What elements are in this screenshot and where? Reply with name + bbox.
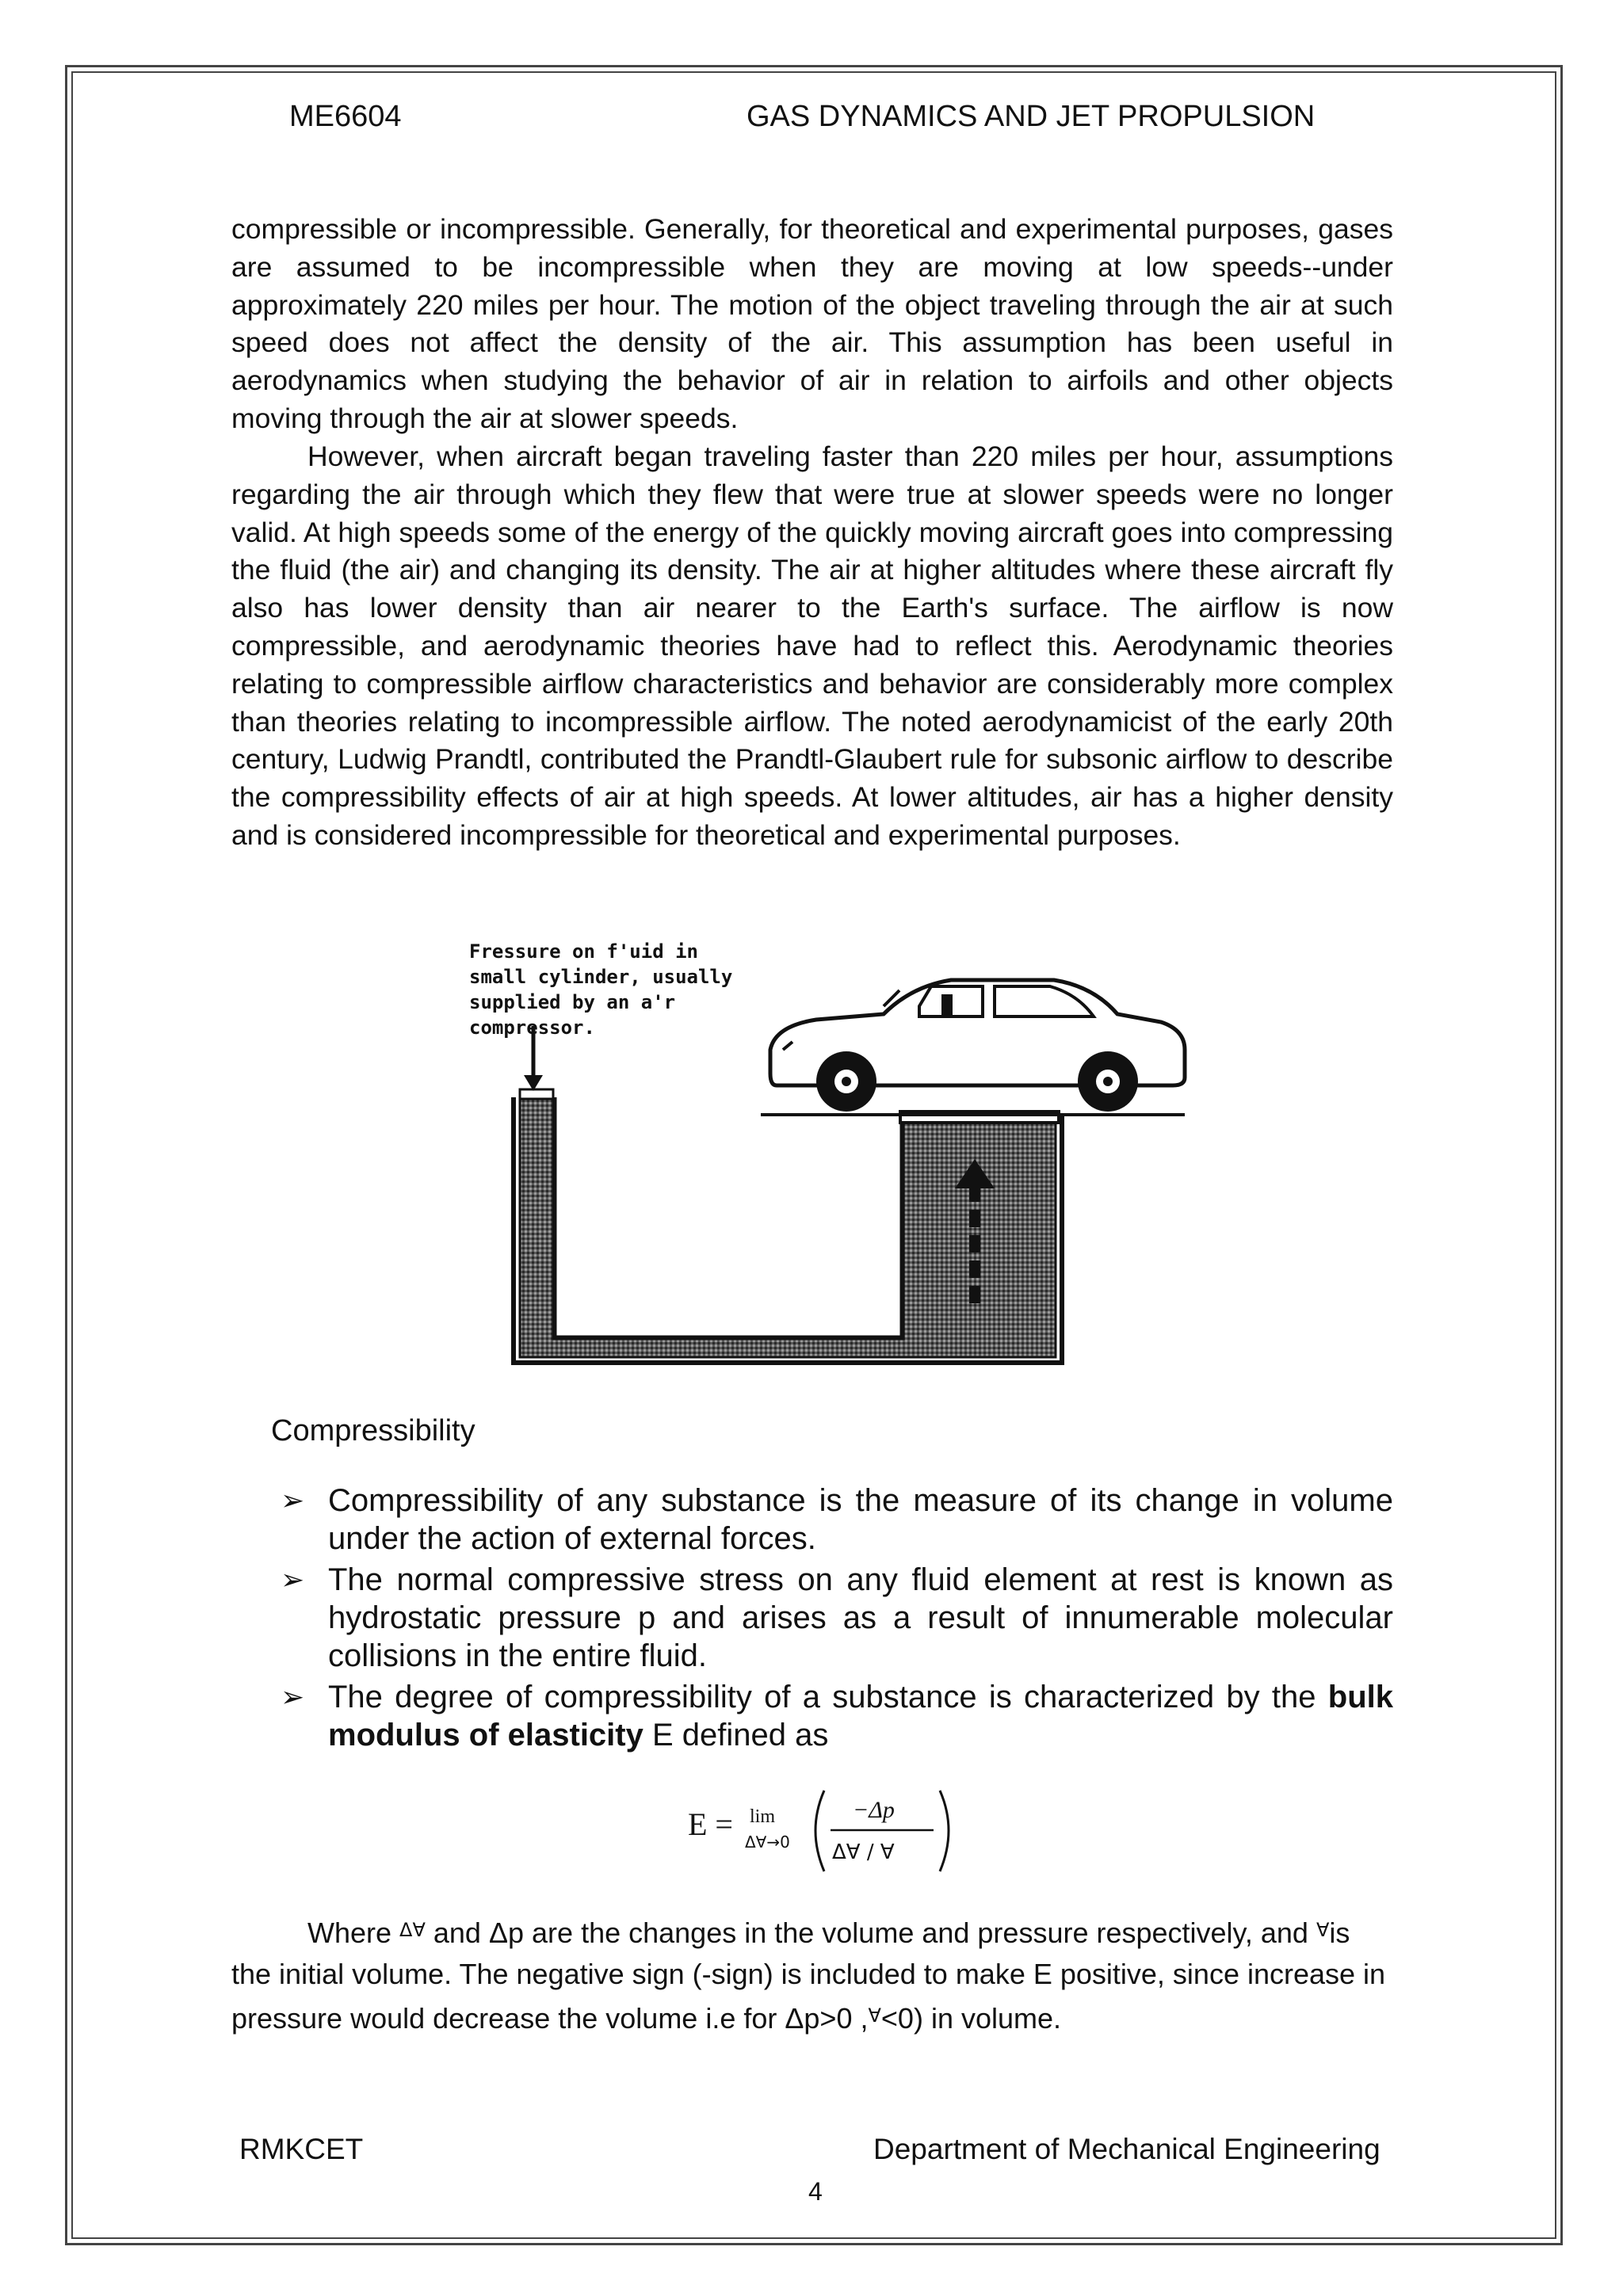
formula-lim: lim xyxy=(750,1806,776,1827)
car-driver xyxy=(941,994,953,1015)
volume-change-symbol: Δ∀ xyxy=(399,1919,426,1941)
paragraph-1: compressible or incompressible. Generally, for theoretical and experimental purposes, gases are assumed to be incompressible when they are moving at low speeds--under approximately 220 miles per hour. The motion of the object traveling through the air at such speed does not affect the density of the air. This assumption has been useful in aerodynamics when studying the behavior of air in relation to airfoils and other objects moving through the air at slower speeds. xyxy=(231,213,1393,434)
formula-numerator: −Δp xyxy=(853,1797,895,1823)
formula-paren-left xyxy=(815,1791,824,1871)
course-code: ME6604 xyxy=(289,100,402,133)
formula-paren-right xyxy=(940,1791,949,1871)
where-text: is the initial volume. The negative sign (-sign) is included to make E positive, since increase in pressure would decrease the volume i.e for Δp>0 , xyxy=(231,1917,1386,2035)
bullet-item xyxy=(277,1482,1393,1558)
bulk-modulus-formula xyxy=(688,1783,957,1882)
car-wheel-rear xyxy=(1078,1051,1138,1112)
tube-inner-wall xyxy=(555,1097,902,1337)
formula-lhs: E = xyxy=(688,1806,733,1842)
section-title: Compressibility xyxy=(271,1414,475,1447)
arrowhead-bullet-icon: ➢ xyxy=(281,1563,305,1596)
car-wheel-front xyxy=(816,1051,876,1112)
arrowhead-bullet-icon: ➢ xyxy=(281,1680,305,1713)
volume-symbol: ∀ xyxy=(868,2004,881,2027)
bullet-list xyxy=(277,1482,1393,1757)
where-text: and Δp are the changes in the volume and pressure respectively, and xyxy=(425,1917,1308,1949)
bullet-text: The normal compressive stress on any fluid element at rest is known as hydrostatic pressure p and arises as a result of innumerable molecular collisions in the entire fluid. xyxy=(328,1562,1393,1673)
formula-denominator: Δ∀ / ∀ xyxy=(832,1840,895,1864)
bullet-bold-term: bulk modulus of elasticity xyxy=(328,1680,1393,1753)
bullet-text: The degree of compressibility of a substance is characterized by the xyxy=(328,1680,1328,1714)
bullet-item xyxy=(277,1561,1393,1675)
bullet-text: E defined as xyxy=(643,1718,829,1753)
volume-symbol: ∀ xyxy=(1316,1919,1330,1941)
where-paragraph xyxy=(231,1909,1393,2039)
figure-caption: Fressure on f'uid in small cylinder, usually supplied by an a'r compressor. xyxy=(469,940,733,1039)
small-piston xyxy=(520,1089,553,1099)
footer-institution: RMKCET xyxy=(239,2133,364,2165)
footer-department: Department of Mechanical Engineering xyxy=(873,2133,1381,2165)
bullet-text: Compressibility of any substance is the measure of its change in volume under the action of external forces. xyxy=(328,1483,1393,1556)
paragraph-2: However, when aircraft began traveling faster than 220 miles per hour, assumptions regarding the air through which they flew that were true at slower speeds were no longer valid. At high speeds some of the energy of the quickly moving aircraft goes into compressing the fluid (the air) and changing its density. The air at higher altitudes where these aircraft fly also has lower density than air nearer to the Earth's surface. The airflow is now compressible, and aerodynamic theories have had to reflect this. Aerodynamic theories relating to compressible airflow characteristics and behavior are considerably more complex than theories relating to incompressible airflow. The noted aerodynamicist of the early 20th century, Ludwig Prandtl, contributed the Prandtl-Glaubert rule for subsonic airflow to describe the compressibility effects of air at high speeds. At lower altitudes, air has a higher density and is considered incompressible for theoretical and experimental purposes. xyxy=(231,441,1393,851)
bullet-item xyxy=(277,1678,1393,1754)
where-text: Where xyxy=(307,1917,392,1949)
course-title: GAS DYNAMICS AND JET PROPULSION xyxy=(747,100,1316,133)
formula-graphic xyxy=(688,1783,957,1878)
page-number: 4 xyxy=(808,2177,823,2206)
where-text: <0) in volume. xyxy=(880,2002,1062,2035)
arrowhead-bullet-icon: ➢ xyxy=(281,1484,305,1516)
hydraulic-lift-figure xyxy=(444,931,1228,1371)
formula-lim-subscript: Δ∀→0 xyxy=(745,1833,790,1852)
